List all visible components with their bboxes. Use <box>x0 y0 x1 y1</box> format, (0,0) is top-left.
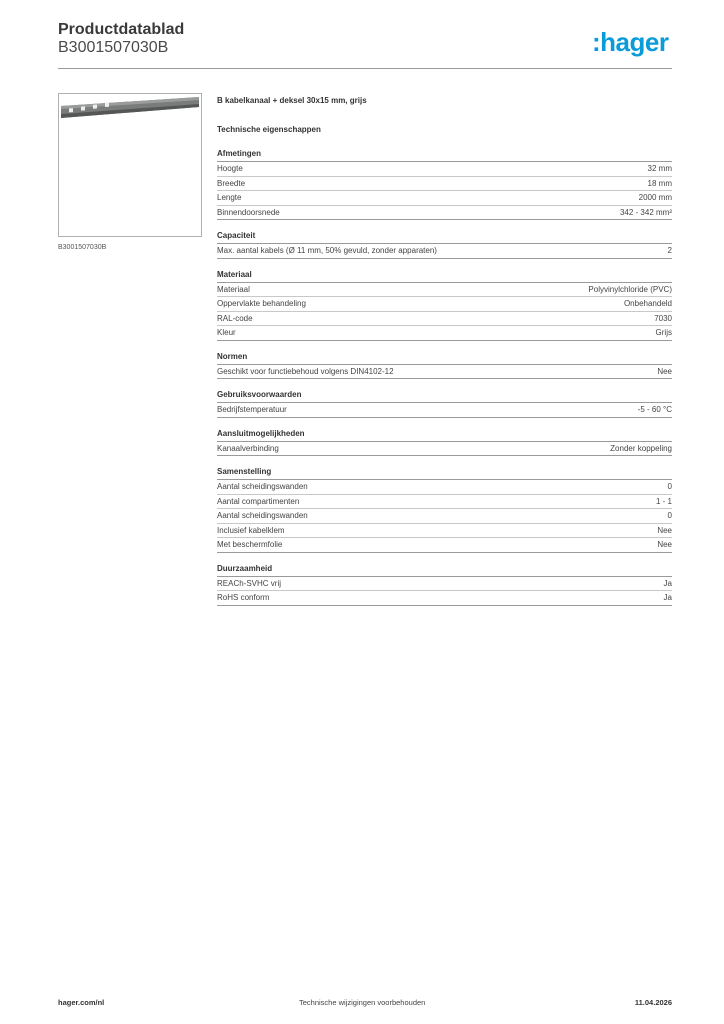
spec-row <box>217 509 672 524</box>
spec-value: 0 <box>667 511 672 520</box>
spec-value: 342 - 342 mm² <box>619 207 672 217</box>
spec-value: 32 mm <box>647 164 672 173</box>
spec-row <box>217 538 672 553</box>
spec-value: -5 - 60 °C <box>637 405 672 414</box>
spec-label: Inclusief kabelklem <box>217 525 285 535</box>
spec-label: Met beschermfolie <box>217 540 283 549</box>
section-title: Capaciteit <box>217 230 672 244</box>
spec-value: Ja <box>663 593 672 602</box>
section-title: Duurzaamheid <box>217 563 672 577</box>
image-caption: B3001507030B <box>58 244 107 251</box>
spec-row <box>217 244 672 259</box>
spec-section <box>217 351 672 380</box>
product-image <box>58 93 202 237</box>
spec-label: RoHS conform <box>217 593 270 602</box>
section-title: Aansluitmogelijkheden <box>217 428 672 442</box>
spec-value: Nee <box>657 366 672 376</box>
spec-row <box>217 577 672 592</box>
footer-disclaimer: Technische wijzigingen voorbehouden <box>299 998 426 1007</box>
hager-logo <box>592 27 674 59</box>
spec-label: Aantal scheidingswanden <box>217 482 308 491</box>
spec-row <box>217 442 672 457</box>
header-divider <box>58 68 672 69</box>
spec-label: REACh-SVHC vrij <box>217 578 282 588</box>
spec-label: Kleur <box>217 328 236 337</box>
spec-value: Zonder koppeling <box>610 443 672 453</box>
spec-label: Oppervlakte behandeling <box>217 299 306 308</box>
spec-label: Lengte <box>217 193 242 202</box>
spec-row <box>217 326 672 341</box>
spec-label: Geschikt voor functiebehoud volgens DIN4102-12 <box>217 366 394 376</box>
spec-label: Aantal compartimenten <box>217 496 300 506</box>
spec-row <box>217 365 672 380</box>
spec-value: Polyvinylchloride (PVC) <box>588 284 672 294</box>
spec-label: Bedrijfstemperatuur <box>217 405 287 414</box>
spec-value: 0 <box>667 482 672 491</box>
cable-duct-image <box>59 94 201 236</box>
product-code: B3001507030B <box>58 39 169 56</box>
spec-section <box>217 389 672 418</box>
spec-section <box>217 563 672 606</box>
spec-row <box>217 283 672 298</box>
spec-value: 7030 <box>654 313 672 323</box>
section-title: Samenstelling <box>217 466 672 480</box>
spec-value: Nee <box>657 540 672 549</box>
spec-section <box>217 148 672 220</box>
spec-value: 18 mm <box>647 178 672 188</box>
spec-row <box>217 495 672 510</box>
spec-section <box>217 466 672 553</box>
spec-row <box>217 191 672 206</box>
spec-row <box>217 162 672 177</box>
spec-value: Nee <box>657 525 672 535</box>
footer-date: 11.04.2026 <box>634 998 672 1007</box>
section-title: Afmetingen <box>217 148 672 162</box>
section-title: Materiaal <box>217 269 672 283</box>
section-title: Gebruiksvoorwaarden <box>217 389 672 403</box>
spec-value: Ja <box>663 578 672 588</box>
spec-row <box>217 403 672 418</box>
spec-row <box>217 297 672 312</box>
spec-section <box>217 269 672 341</box>
spec-value: 2000 mm <box>638 193 672 202</box>
spec-row <box>217 177 672 192</box>
product-details <box>217 95 672 606</box>
section-title: Normen <box>217 351 672 365</box>
spec-row <box>217 524 672 539</box>
spec-value: 2 <box>667 246 672 255</box>
spec-value: 1 - 1 <box>655 496 672 506</box>
spec-row <box>217 312 672 327</box>
spec-label: Aantal scheidingswanden <box>217 511 308 520</box>
spec-section <box>217 428 672 457</box>
spec-label: Breedte <box>217 178 246 188</box>
spec-value: Onbehandeld <box>623 299 672 308</box>
spec-label: Hoogte <box>217 164 243 173</box>
spec-value: Grijs <box>655 328 672 337</box>
spec-label: Materiaal <box>217 284 250 294</box>
logo-text: :hager <box>592 27 669 57</box>
spec-section <box>217 230 672 259</box>
spec-row <box>217 591 672 606</box>
footer-website-link[interactable]: hager.com/nl <box>58 998 105 1007</box>
product-title: B kabelkanaal + deksel 30x15 mm, grijs <box>217 96 367 105</box>
document-title: Productdatablad <box>58 21 185 38</box>
spec-label: RAL-code <box>217 313 253 323</box>
spec-label: Kanaalverbinding <box>217 443 279 453</box>
spec-row <box>217 480 672 495</box>
spec-label: Max. aantal kabels (Ø 11 mm, 50% gevuld, zonder apparaten) <box>217 246 437 255</box>
spec-label: Binnendoorsnede <box>217 207 280 217</box>
spec-row <box>217 206 672 221</box>
technical-properties-heading: Technische eigenschappen <box>217 125 321 134</box>
